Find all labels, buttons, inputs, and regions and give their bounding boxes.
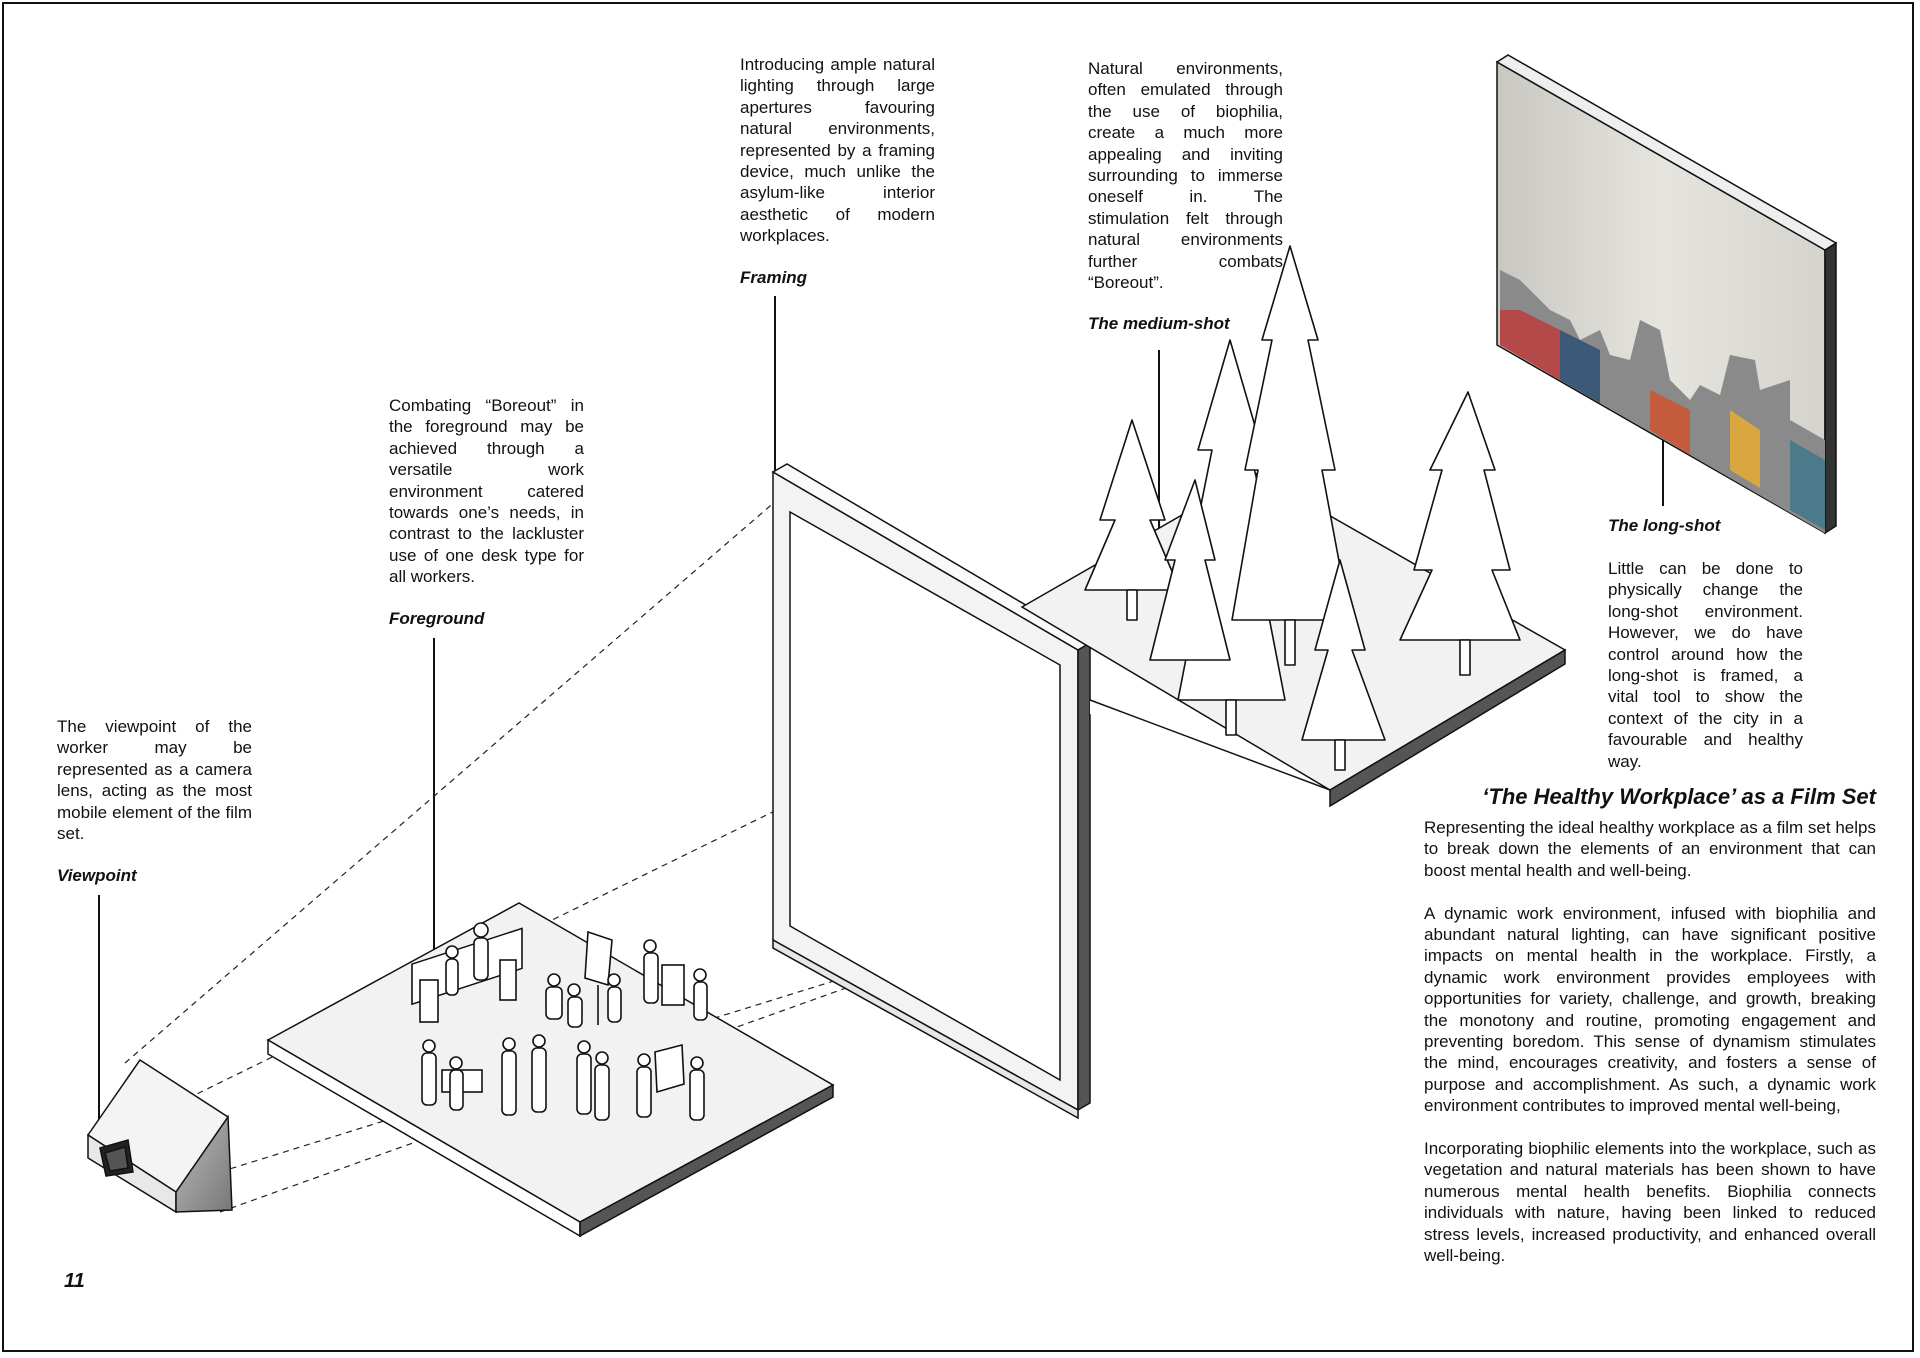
foreground-description: Combating “Boreout” in the foreground may be achieved through a versatile work environment catered towards one’s needs, in contrast to the lackluster use of one desk type for all workers. <box>389 396 584 587</box>
framing-description: Introducing ample natural lighting through large apertures favouring natural environments, represented by a framing device, much unlike the asylum-like interior aesthetic of modern workplaces. <box>740 55 935 246</box>
body-paragraph: A dynamic work environment, infused with biophilia and abundant natural lighting, can have significant positive impacts on mental health in the workplace. Firstly, a dynamic work environment provides employees with opportunities for variety, challenge, and growth, breaking the monotony and routine, promoting engagement and preventing boredom. This sense of dynamism stimulates the mind, encourages creativity, and fosters a sense of purpose and accomplishment. As such, a dynamic work environment contributes to improved mental well-being, <box>1424 903 1876 1116</box>
foreground-platform <box>268 903 833 1236</box>
body-text <box>1424 817 1876 1288</box>
foreground-label: Foreground <box>389 609 485 628</box>
framing-window <box>773 464 1090 1118</box>
medium-shot-label: The medium-shot <box>1088 314 1230 333</box>
page-title: ‘The Healthy Workplace’ as a Film Set <box>1482 784 1876 809</box>
body-paragraph: Representing the ideal healthy workplace as a film set helps to break down the elements of an environment that can boost mental health and well-being. <box>1424 818 1876 880</box>
viewpoint-description: The viewpoint of the worker may be represented as a camera lens, acting as the most mobile element of the film set. <box>57 717 252 844</box>
framing-label: Framing <box>740 268 808 287</box>
medium-shot-description: Natural environments, often emulated through the use of biophilia, create a much more appealing and inviting surrounding to immerse oneself in. The stimulation felt through natural environments further combats “Boreout”. <box>1088 59 1283 293</box>
long-shot-description: Little can be done to physically change the long-shot environment. However, we do have control around how the long-shot is framed, a vital tool to show the context of the city in a favourable and healthy way. <box>1608 559 1803 771</box>
long-shot-label: The long-shot <box>1608 516 1721 535</box>
tree <box>1400 392 1520 640</box>
viewpoint-label: Viewpoint <box>57 866 137 885</box>
body-paragraph: Incorporating biophilic elements into the workplace, such as vegetation and natural materials has been shown to have numerous mental health benefits. Biophilia connects individuals with nature, having been linked to reduced stress levels, increased productivity, and enhanced overall well-being. <box>1424 1139 1876 1266</box>
page-number: 11 <box>64 1270 85 1292</box>
camera-lens-viewpoint <box>88 1060 232 1212</box>
long-shot-panel <box>1497 55 1836 533</box>
tree <box>1085 420 1180 590</box>
